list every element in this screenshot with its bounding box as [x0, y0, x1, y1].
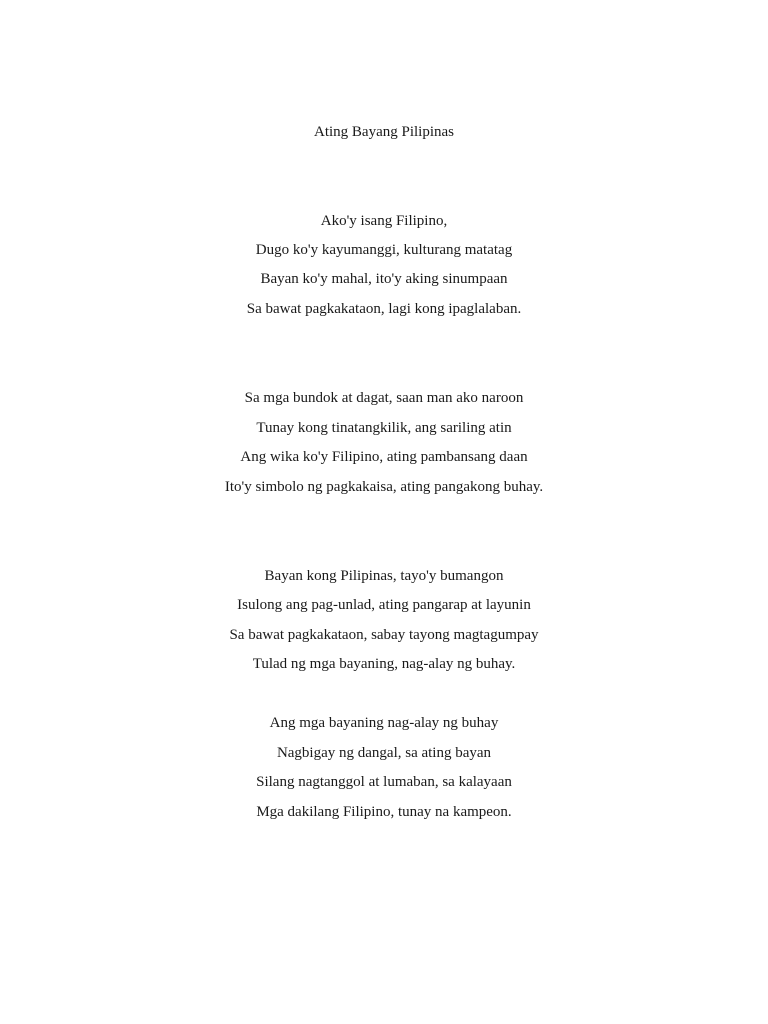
- stanza-line: Dugo ko'y kayumanggi, kulturang matatag: [255, 242, 513, 258]
- stanza-line: Silang nagtanggol at lumaban, sa kalayaan: [256, 774, 512, 790]
- stanza-line: Tulad ng mga bayaning, nag-alay ng buhay.: [252, 656, 516, 672]
- stanza-line: Ito'y simbolo ng pagkakaisa, ating pangakong buhay.: [224, 479, 544, 495]
- stanza-line: Sa bawat pagkakataon, lagi kong ipaglalaban.: [246, 301, 522, 317]
- stanza-line: Ang mga bayaning nag-alay ng buhay: [269, 715, 499, 731]
- stanza-line: Bayan ko'y mahal, ito'y aking sinumpaan: [260, 271, 508, 287]
- stanza-line: Bayan kong Pilipinas, tayo'y bumangon: [264, 568, 504, 584]
- stanza-line: Isulong ang pag-unlad, ating pangarap at layunin: [237, 597, 531, 613]
- poem-title: Ating Bayang Pilipinas: [314, 124, 454, 140]
- stanza-line: Ako'y isang Filipino,: [320, 213, 448, 229]
- stanza-line: Sa mga bundok at dagat, saan man ako naroon: [244, 390, 524, 406]
- stanza-line: Ang wika ko'y Filipino, ating pambansang daan: [240, 449, 528, 465]
- stanza-line: Nagbigay ng dangal, sa ating bayan: [276, 745, 492, 761]
- stanza-line: Sa bawat pagkakataon, sabay tayong magtagumpay: [229, 627, 539, 643]
- stanza-line: Tunay kong tinatangkilik, ang sariling atin: [256, 420, 512, 436]
- stanza-line: Mga dakilang Filipino, tunay na kampeon.: [256, 804, 512, 820]
